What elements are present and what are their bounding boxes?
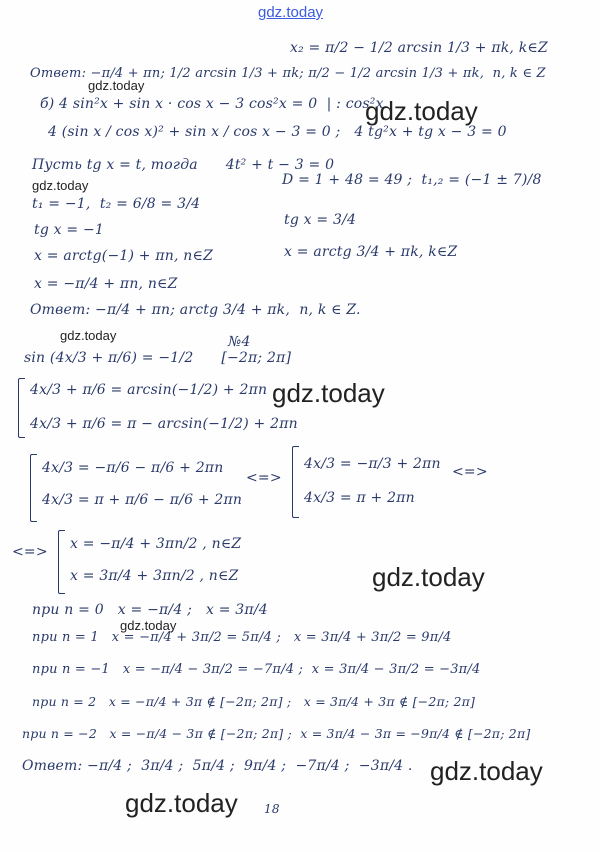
text-line: при n = −1 x = −π/4 − 3π/2 = −7π/4 ; x = 3π/4 − 3π/2 = −3π/4 xyxy=(32,662,481,677)
page-number: 18 xyxy=(264,802,280,816)
watermark: gdz.today xyxy=(272,378,385,408)
text-line: x = 3π/4 + 3πn/2 , n∈Z xyxy=(70,568,239,584)
text-line: 4x/3 = −π/6 − π/6 + 2πn xyxy=(42,460,224,476)
text-line: при n = 1 x = −π/4 + 3π/2 = 5π/4 ; x = 3π/4 + 3π/2 = 9π/4 xyxy=(32,630,452,645)
equivalence-sign: <=> xyxy=(452,464,488,480)
bracket xyxy=(18,378,25,438)
watermark-top[interactable]: gdz.today xyxy=(258,4,324,21)
text-line: 4x/3 + π/6 = arcsin(−1/2) + 2πn xyxy=(30,382,268,398)
answer-line: Ответ: −π/4 ; 3π/4 ; 5π/4 ; 9π/4 ; −7π/4 ; −3π/4 . xyxy=(22,758,413,774)
text-line: tg x = −1 xyxy=(34,222,105,238)
answer-line: Ответ: −π/4 + πn; 1/2 arcsin 1/3 + πk; π/2 − 1/2 arcsin 1/3 + πk, n, k ∈ Z xyxy=(30,66,546,81)
text-line: sin (4x/3 + π/6) = −1/2 [−2π; 2π] xyxy=(24,350,292,366)
text-line: 4 (sin x / cos x)² + sin x / cos x − 3 = 0 ; 4 tg²x + tg x − 3 = 0 xyxy=(48,124,507,140)
text-line: при n = 2 x = −π/4 + 3π ∉ [−2π; 2π] ; x = 3π/4 + 3π ∉ [−2π; 2π] xyxy=(32,694,476,709)
text-line: x = −π/4 + 3πn/2 , n∈Z xyxy=(70,536,242,552)
equivalence-sign: <=> xyxy=(246,470,282,486)
watermark: gdz.today xyxy=(365,96,478,126)
text-line: 4x/3 = −π/3 + 2πn xyxy=(304,456,441,472)
watermark: gdz.today xyxy=(32,178,89,193)
text-line: 4x/3 + π/6 = π − arcsin(−1/2) + 2πn xyxy=(30,416,298,432)
watermark: gdz.today xyxy=(60,328,117,343)
watermark: gdz.today xyxy=(120,618,177,633)
bracket xyxy=(58,530,65,594)
bracket xyxy=(292,446,299,518)
bracket xyxy=(30,454,37,522)
text-line: x = arctg 3/4 + πk, k∈Z xyxy=(284,244,458,260)
text-line: t₁ = −1, t₂ = 6/8 = 3/4 xyxy=(32,196,201,212)
text-line: x₂ = π/2 − 1/2 arcsin 1/3 + πk, k∈Z xyxy=(290,40,548,56)
text-line: Пусть tg x = t, тогда 4t² + t − 3 = 0 xyxy=(32,157,335,173)
answer-line: Ответ: −π/4 + πn; arctg 3/4 + πk, n, k ∈ Z. xyxy=(30,302,361,318)
text-line: при n = −2 x = −π/4 − 3π ∉ [−2π; 2π] ; x = 3π/4 − 3π = −9π/4 ∉ [−2π; 2π] xyxy=(22,726,531,741)
watermark: gdz.today xyxy=(372,562,485,592)
equivalence-sign: <=> xyxy=(12,544,48,560)
text-line: D = 1 + 48 = 49 ; t₁,₂ = (−1 ± 7)/8 xyxy=(282,172,542,188)
text-line: x = arctg(−1) + πn, n∈Z xyxy=(34,248,214,264)
text-line: б) 4 sin²x + sin x · cos x − 3 cos²x = 0 | : cos²x xyxy=(40,96,384,112)
text-line: x = −π/4 + πn, n∈Z xyxy=(34,276,178,292)
text-line: 4x/3 = π + 2πn xyxy=(304,490,415,506)
watermark: gdz.today xyxy=(430,756,543,786)
text-line: tg x = 3/4 xyxy=(284,212,357,228)
text-line: при n = 0 x = −π/4 ; x = 3π/4 xyxy=(32,602,268,618)
watermark: gdz.today xyxy=(88,78,145,93)
task-number: №4 xyxy=(228,334,251,350)
watermark: gdz.today xyxy=(125,788,238,818)
text-line: 4x/3 = π + π/6 − π/6 + 2πn xyxy=(42,492,243,508)
